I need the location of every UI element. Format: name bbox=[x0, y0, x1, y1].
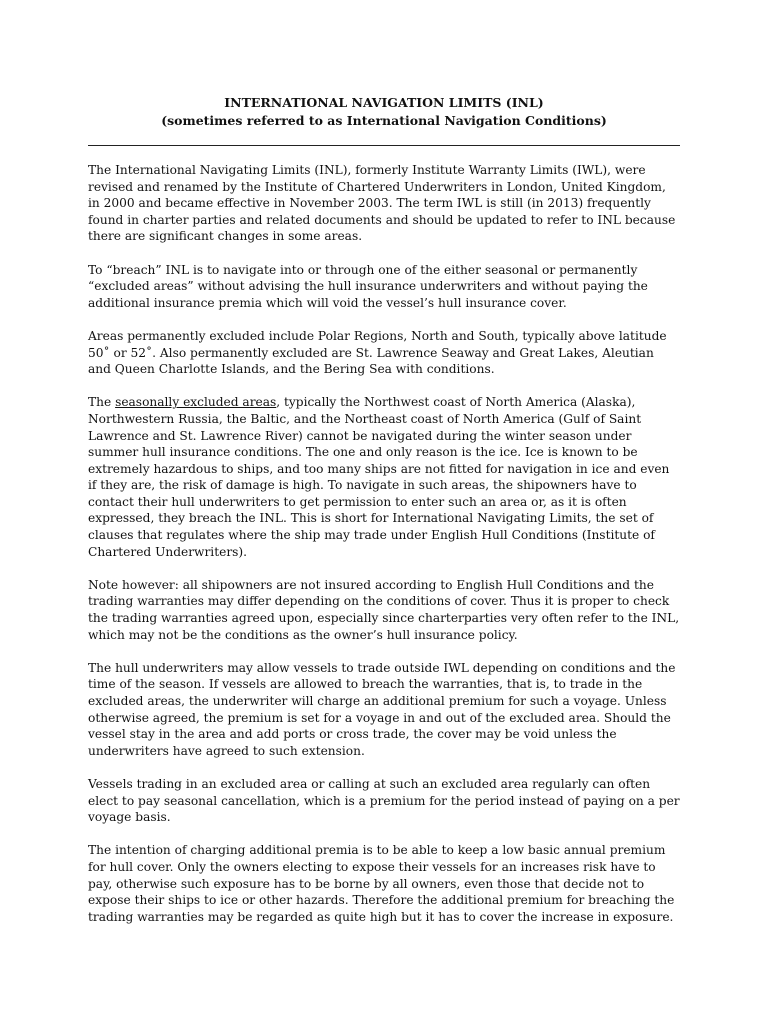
paragraph-underwriter-allowance: The hull underwriters may allow vessels to trade outside IWL depending on conditions and the time of the season. If vessels are allowed to breach the warranties, that is, to trade in the excluded areas, the underwriter will charge an additional premium for such a voyage. Unless otherwise agreed, the premium is set for a voyage in and out of the excluded area. Should the vessel stay in the area and add ports or cross trade, the cover may be void unless the underwriters have agreed to such extension. bbox=[88, 660, 676, 758]
paragraph-breach-definition: To “breach” INL is to navigate into or through one of the either seasonal or permanently “excluded areas” without advising the hull insurance underwriters and without paying the additional insurance premia which will void the vessel’s hull insurance cover. bbox=[88, 262, 648, 310]
paragraph-seasonal-exclusions bbox=[88, 394, 680, 560]
document-body bbox=[88, 162, 680, 942]
seasonal-rest-text: , typically the Northwest coast of North America (Alaska), Northwestern Russia, the Baltic, and the Northeast coast of North America (Gulf of Saint Lawrence and St. Lawrence River) cannot be navigated during the winter season under summer hull insurance conditions. The one and only reason is the ice. Ice is known to be extremely hazardous to ships, and too many ships are not fitted for navigation in ice and even if they are, the risk of damage is high. To navigate in such areas, the shipowners have to contact their hull underwriters to get permission to enter such an area or, as it is often expressed, they breach the INL. This is short for International Navigating Limits, the set of clauses that regulates where the ship may trade under English Hull Conditions (Institute of Chartered Underwriters). bbox=[88, 395, 670, 559]
title-divider bbox=[88, 145, 680, 146]
paragraph-note-however: Note however: all shipowners are not insured according to English Hull Conditions and the trading warranties may differ depending on the conditions of cover. Thus it is proper to check the trading warranties agreed upon, especially since charterparties very often refer to the INL, which may not be the conditions as the owner’s hull insurance policy. bbox=[88, 577, 680, 642]
seasonal-lead-text: The bbox=[88, 395, 116, 410]
paragraph-seasonal-cancellation: Vessels trading in an excluded area or calling at such an excluded area regularly can often elect to pay seasonal cancellation, which is a premium for the period instead of paying on a per voyage basis. bbox=[88, 776, 680, 825]
paragraph-additional-premia: The intention of charging additional premia is to be able to keep a low basic annual premium for hull cover. Only the owners electing to expose their vessels for an increases risk have to pay, otherwise such exposure has to be borne by all owners, even those that decide not to expose their ships to ice or other hazards. Therefore the additional premium for breaching the trading warranties may be regarded as quite high but it has to cover the increase in exposure. bbox=[88, 843, 675, 924]
paragraph-inl-history: The International Navigating Limits (INL), formerly Institute Warranty Limits (IWL), were revised and renamed by the Institute of Chartered Underwriters in London, United Kingdom, in 2000 and became effective in November 2003. The term IWL is still (in 2013) frequently found in charter parties and related documents and should be updated to refer to INL because there are significant changes in some areas. bbox=[88, 163, 676, 244]
document-subtitle: (sometimes referred to as International Navigation Conditions) bbox=[161, 113, 607, 128]
title-block bbox=[88, 94, 680, 130]
seasonally-excluded-areas-term: seasonally excluded areas bbox=[115, 395, 277, 410]
document-title: INTERNATIONAL NAVIGATION LIMITS (INL) bbox=[224, 95, 544, 110]
paragraph-permanent-exclusions: Areas permanently excluded include Polar Regions, North and South, typically above latitude 50˚ or 52˚. Also permanently excluded are St. Lawrence Seaway and Great Lakes, Aleutian and Queen Charlotte Islands, and the Bering Sea with conditions. bbox=[88, 328, 667, 377]
